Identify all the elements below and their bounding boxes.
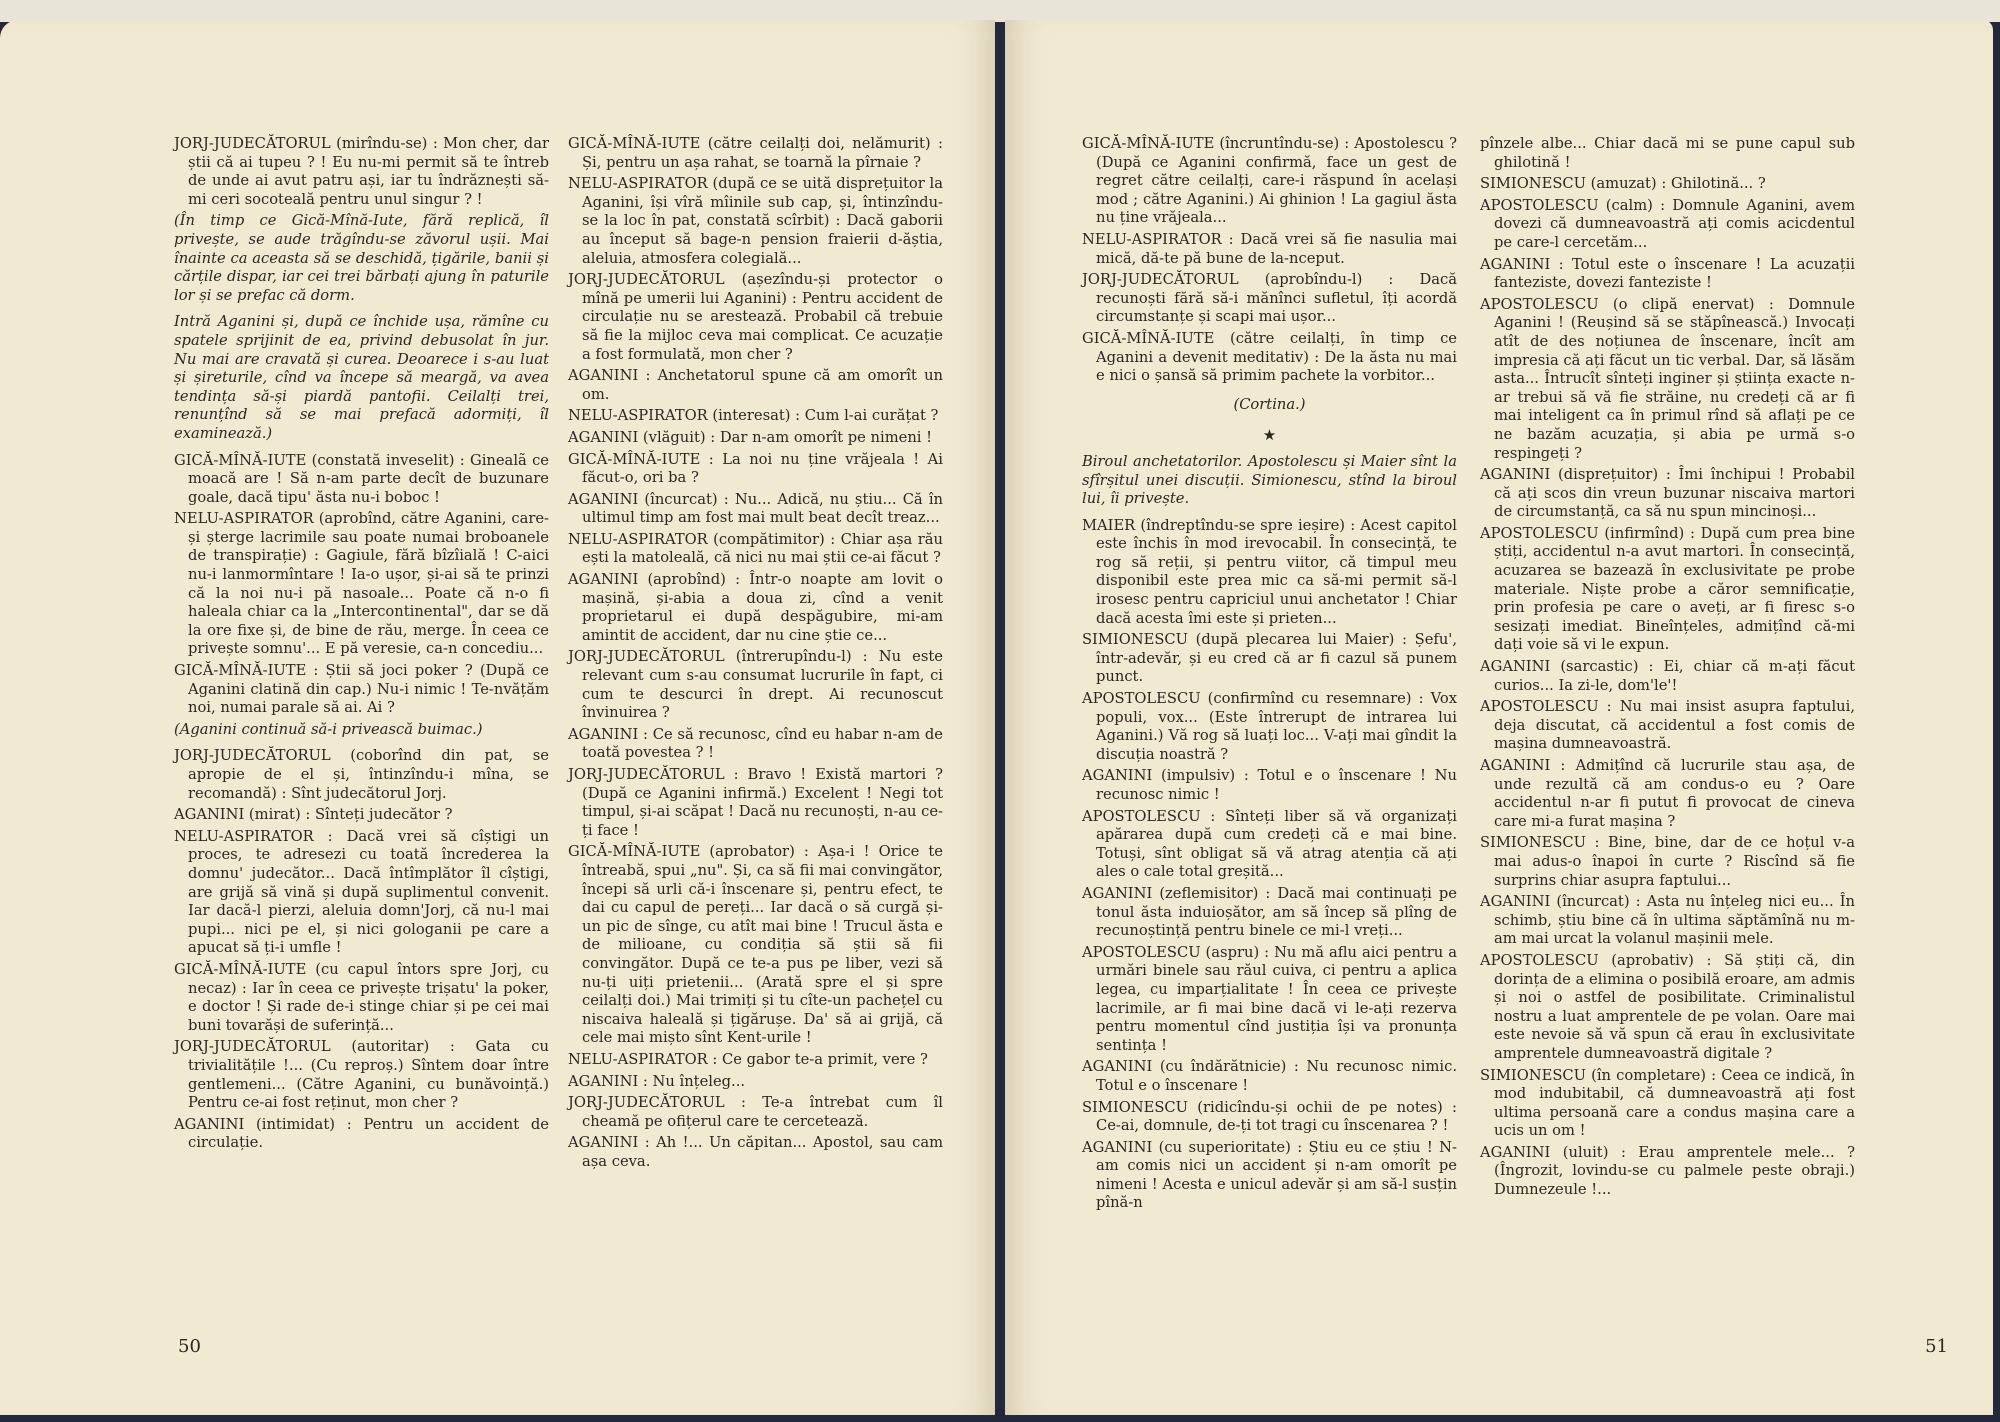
- dialogue-paragraph: AGANINI (încurcat) : Asta nu înțeleg nici eu... În schimb, știu bine că în ultima săptămînă nu m-am mai urcat la volanul mașinii mele.: [1480, 893, 1855, 948]
- page-number-left: 50: [178, 1336, 201, 1357]
- dialogue-paragraph: GICĂ-MÎNĂ-IUTE (constată inveselit) : Ginealã ce moacă are ! Să n-am parte decît de buzunare goale, dacă tipu' ăsta nu-i boboc !: [174, 451, 549, 506]
- dialogue-paragraph: APOSTOLESCU : Nu mai insist asupra faptului, deja discutat, că accidentul a fost comis de mașina dumneavoastră.: [1480, 698, 1855, 753]
- dialogue-paragraph: APOSTOLESCU (o clipă enervat) : Domnule Aganini ! (Reușind să se stăpînească.) Invocați atît de des noțiunea de înscenare, încît am impresia că ați făcut un tic verbal. Dar, să lăsăm asta... Întrucît sînteți inginer și știința exacte n-ar trebui să vă fie străine, nu credeți că ar fi mai inteligent ca în primul rînd să aflați pe ce ne bazăm acuzația, și abia pe urmă s-o respingeți ?: [1480, 295, 1855, 462]
- column-4: [1480, 135, 1855, 1203]
- dialogue-paragraph: AGANINI : Admițînd că lucrurile stau așa, de unde rezultă că am condus-o eu ? Oare accidentul n-ar fi putut fi provocat de cineva care mi-a furat mașina ?: [1480, 757, 1855, 830]
- dialogue-paragraph: AGANINI (vlăguit) : Dar n-am omorît pe nimeni !: [568, 428, 933, 446]
- dialogue-paragraph: AGANINI : Totul este o înscenare ! La acuzații fanteziste, dovezi fanteziste !: [1480, 255, 1855, 292]
- dialogue-paragraph: NELU-ASPIRATOR (interesat) : Cum l-ai curățat ?: [568, 407, 939, 425]
- dialogue-paragraph: NELU-ASPIRATOR : Ce gabor te-a primit, vere ?: [568, 1050, 928, 1068]
- dialogue-paragraph: AGANINI (cu îndărătnicie) : Nu recunosc nimic. Totul e o înscenare !: [1082, 1058, 1457, 1094]
- dialogue-paragraph: JORJ-JUDECĂTORUL (coborînd din pat, se apropie de el și, întinzîndu-i mîna, se recomandă) : Sînt judecătorul Jorj.: [174, 747, 549, 802]
- dialogue-paragraph: GICĂ-MÎNĂ-IUTE : Știi să joci poker ? (După ce Aganini clatină din cap.) Nu-i nimic ! Te-nvățăm noi, numai parale să ai. Ai ?: [174, 662, 549, 717]
- dialogue-paragraph: SIMIONESCU : Bine, bine, dar de ce hoțul v-a mai adus-o înapoi în curte ? Riscînd să fie surprins chiar asupra faptului...: [1480, 834, 1855, 889]
- dialogue-paragraph: AGANINI (disprețuitor) : Îmi închipui ! Probabil că ați scos din vreun buzunar niscaiva martori de circumstanță, ca să nu spun mincinoși...: [1480, 466, 1855, 521]
- dialogue-paragraph: NELU-ASPIRATOR : Dacă vrei să fie nasulia mai mică, dă-te pă bune de la-nceput.: [1082, 230, 1457, 267]
- dialogue-paragraph: APOSTOLESCU : Sînteți liber să vă organizați apărarea după cum credeți că e mai bine. Totuși, sînt obligat să vă atrag atenția că ați ales o cale total greșită...: [1082, 807, 1457, 881]
- dialogue-paragraph: pînzele albe... Chiar dacă mi se pune capul sub ghilotină !: [1480, 135, 1855, 171]
- dialogue-paragraph: AGANINI (încurcat) : Nu... Adică, nu știu... Că în ultimul timp am fost mai mult beat decît treaz...: [568, 490, 943, 527]
- dialogue-paragraph: JORJ-JUDECĂTORUL : Te-a întrebat cum îl cheamă pe ofițerul care te cercetează.: [568, 1094, 943, 1130]
- dialogue-paragraph: JORJ-JUDECĂTORUL (întrerupîndu-l) : Nu este relevant cum s-au consumat lucrurile în fapt, ci cum te descurci în drept. Ai recunoscut învinuirea ?: [568, 648, 943, 722]
- top-edge: [0, 0, 2000, 22]
- dialogue-paragraph: NELU-ASPIRATOR (după ce se uită disprețuitor la Aganini, își vîră mîinile sub cap, și, întinzîndu-se la loc în pat, constată scîrbit) : Dacă gaborii au început să bage-n pension fraierii d-ăștia, aleluia, atmosfera colegială...: [568, 175, 943, 267]
- dialogue-paragraph: APOSTOLESCU (confirmînd cu resemnare) : Vox populi, vox... (Este întrerupt de intrarea lui Aganini.) Vă rog să luați loc... V-ați mai gîndit la discuția noastră ?: [1082, 690, 1457, 763]
- dialogue-paragraph: AGANINI : Ah !... Un căpitan... Apostol, sau cam așa ceva.: [568, 1134, 943, 1170]
- stage-direction: (În timp ce Gică-Mînă-Iute, fără replică, îl privește, se aude trăgîndu-se zăvorul ușii. Mai înainte ca aceasta să se deschidă, țigările, banii și cărțile dispar, iar cei trei bărbați ajung în paturile lor și se prefac că dorm.: [174, 212, 549, 304]
- dialogue-paragraph: AGANINI : Anchetatorul spune că am omorît un om.: [568, 367, 943, 403]
- dialogue-paragraph: JORJ-JUDECĂTORUL (mirîndu-se) : Mon cher, dar știi că ai tupeu ? ! Eu nu-mi permit să te întreb de unde ai avut patru ași, iar tu îndrăznești să-mi ceri socoteală pentru unul singur ? !: [174, 135, 549, 208]
- dialogue-paragraph: JORJ-JUDECĂTORUL (aprobîndu-l) : Dacă recunoști fără să-i mănînci sufletul, îți acordă circumstanțe și scapi mai ușor...: [1082, 271, 1457, 326]
- dialogue-paragraph: AGANINI (uluit) : Erau amprentele mele... ? (Îngrozit, lovindu-se cu palmele peste obraji.) Dumnezeule !...: [1480, 1143, 1855, 1199]
- dialogue-paragraph: AGANINI (sarcastic) : Ei, chiar că m-ați făcut curios... Ia zi-le, dom'le'!: [1480, 658, 1855, 694]
- dialogue-paragraph: APOSTOLESCU (infirmînd) : După cum prea bine știți, accidentul n-a avut martori. În consecință, acuzarea se bazează în exclusivitate pe probe materiale. Niște probe a căror semnificație, prin profesia pe care o aveți, ar fi firesc s-o sesizați imediat. Bineînțeles, admițînd că-mi dați voie să vi le expun.: [1480, 524, 1855, 654]
- dialogue-paragraph: APOSTOLESCU (calm) : Domnule Aganini, avem dovezi că dumneavoastră ați comis acicdentul pe care-l cercetăm...: [1480, 196, 1855, 251]
- dialogue-paragraph: GICĂ-MÎNĂ-IUTE (cu capul întors spre Jorj, cu necaz) : Iar în ceea ce privește trișatu' la poker, e doctor ! Și rade de-i stinge chiar și pe cei mai buni tovarăși de suferință...: [174, 960, 549, 1034]
- dialogue-paragraph: AGANINI (zeflemisitor) : Dacă mai continuați pe tonul ăsta induioșător, am să încep să plîng de recunoștință pentru binele ce mi-l vreți...: [1082, 884, 1457, 940]
- dialogue-paragraph: SIMIONESCU (ridicîndu-și ochii de pe notes) : Ce-ai, domnule, de-ți tot tragi cu înscenarea ? !: [1082, 1098, 1457, 1135]
- dialogue-paragraph: SIMIONESCU (după plecarea lui Maier) : Șefu', într-adevăr, și eu cred că ar fi cazul să punem punct.: [1082, 631, 1457, 686]
- stage-direction: (Aganini continuă să-i privească buimac.): [174, 720, 483, 738]
- dialogue-paragraph: AGANINI (aprobînd) : Într-o noapte am lovit o mașină, și-abia a doua zi, cînd a venit proprietarul ei după despăgubire, mi-am amintit de accident, dar nu cine știe ce...: [568, 571, 943, 644]
- dialogue-paragraph: AGANINI (mirat) : Sînteți judecător ?: [174, 806, 453, 824]
- dialogue-paragraph: GICĂ-MÎNĂ-IUTE (către ceilalți doi, nelămurit) : Și, pentru un așa rahat, se toarnă la pîrnaie ?: [568, 135, 943, 171]
- dialogue-paragraph: MAIER (îndreptîndu-se spre ieșire) : Acest capitol este închis în mod irevocabil. În consecință, te rog să reții, și pentru viitor, că timpul meu disponibil este prea mic ca să-mi permit să-l irosesc pentru capriciul unui anchetator ! Chiar dacă acesta îmi este și prieten...: [1082, 516, 1457, 627]
- dialogue-paragraph: APOSTOLESCU (aprobativ) : Să știți că, din dorința de a elimina o posibilă eroare, am admis și noi o astfel de posibilitate. Criminalistul nostru a luat amprentele de pe volan. Oare mai este nevoie să vă spun că erau în exclusivitate amprentele dumneavoastră digitale ?: [1480, 951, 1855, 1062]
- text-line: (Cortina.): [1233, 395, 1306, 413]
- right-page: [1005, 20, 1993, 1415]
- dialogue-paragraph: SIMIONESCU (în completare) : Ceea ce indică, în mod indubitabil, că dumneavoastră ați fost ultima persoană care a condus mașina care a ucis un om !: [1480, 1066, 1855, 1140]
- stage-direction: Intră Aganini și, după ce închide ușa, rămîne cu spatele sprijinit de ea, privind debusolat în jur. Nu mai are cravată și curea. Deoarece i s-au luat și șireturile, cînd va începe să meargă, va avea tendința să-și piardă pantofii. Ceilalți trei, renunțînd să se mai prefacă adormiți, îl examinează.): [174, 313, 549, 442]
- dialogue-paragraph: GICĂ-MÎNĂ-IUTE : La noi nu ține vrăjeala ! Ai făcut-o, ori ba ?: [568, 450, 943, 487]
- dialogue-paragraph: GICĂ-MÎNĂ-IUTE (către ceilalți, în timp ce Aganini a devenit meditativ) : De la ăsta nu mai e nici o șansă să primim pachete la vorbitor...: [1082, 329, 1457, 385]
- dialogue-paragraph: AGANINI (cu superioritate) : Știu eu ce știu ! N-am comis nici un accident și n-am omorît pe nimeni ! Acesta e unicul adevăr și am să-l susțin pînă-n: [1082, 1138, 1457, 1212]
- dialogue-paragraph: AGANINI : Nu înțeleg...: [568, 1072, 746, 1090]
- dialogue-paragraph: AGANINI (intimidat) : Pentru un accident de circulație.: [174, 1115, 549, 1152]
- dialogue-paragraph: SIMIONESCU (amuzat) : Ghilotină... ?: [1480, 175, 1766, 193]
- dialogue-paragraph: GICĂ-MÎNĂ-IUTE (aprobator) : Așa-i ! Orice te întreabă, spui „nu". Și, ca să fii mai convingător, începi să urli că-i înscenare și, pentru efect, te dai cu capul de pereți... Iar dacă o să curgă și-un pic de sînge, cu atît mai bine ! Trucul ăsta e de milioane, cu condiția să știi să fii convingător. După ce te-a pus pe liber, vezi să nu-ți uiți prietenii... (Arată spre el și spre ceilalți doi.) Mai trimiți și tu cîte-un pachețel cu niscaiva haleală și țigărușe. Da' să ai grijă, că cele mai mișto sînt Kent-urile !: [568, 843, 943, 1047]
- column-1: [174, 135, 549, 1156]
- dialogue-paragraph: JORJ-JUDECĂTORUL (autoritar) : Gata cu trivialitățile !... (Cu reproș.) Sîntem doar între gentlemeni... (Către Aganini, cu bunăvoință.) Pentru ce-ai fost reținut, mon cher ?: [174, 1038, 549, 1112]
- dialogue-paragraph: AGANINI : Ce să recunosc, cînd eu habar n-am de toată povestea ? !: [568, 725, 943, 762]
- dialogue-paragraph: NELU-ASPIRATOR (aprobînd, către Aganini, care-și șterge lacrimile sau poate numai broboanele de transpirație) : Gagiule, fără bîzîială ! C-aici nu-i lanmormîntare ! Ia-o ușor, și-ai să te prinzi că la noi nu-i pă nasoale... Poate că n-o fi haleala chiar ca la „Intercontinental", dar se dă la ore fixe și, de bine de rău, merge. În ceea ce privește somnu'... E pă veresie, ca-n concediu...: [174, 510, 549, 658]
- dialogue-paragraph: NELU-ASPIRATOR : Dacă vrei să cîștigi un proces, te adresezi cu toată încrederea la domnu' judecător... Dacă întîmplător îl cîștigi, are grijă să vină și după suplimentul convenit. Iar dacă-l pierzi, aleluia domn'Jorj, că nu-l mai pupi... nici pe el, și nici gologanii pe care a apucat să ți-i umfle !: [174, 827, 549, 957]
- dialogue-paragraph: NELU-ASPIRATOR (compătimitor) : Chiar așa rău ești la matoleală, că nici nu mai știi ce-ai făcut ?: [568, 530, 943, 567]
- left-page: [0, 20, 995, 1415]
- column-2: [568, 135, 943, 1174]
- text-line: ★: [1262, 426, 1277, 445]
- column-3: [1082, 135, 1457, 1216]
- page-number-right: 51: [1925, 1336, 1948, 1357]
- dialogue-paragraph: JORJ-JUDECĂTORUL : Bravo ! Există martori ? (După ce Aganini infirmă.) Excelent ! Negi tot timpul, și-ai scăpat ! Dacă nu recunoști, n-au ce-ți face !: [568, 766, 943, 839]
- dialogue-paragraph: GICĂ-MÎNĂ-IUTE (încruntîndu-se) : Apostolescu ? (După ce Aganini confirmă, face un gest de regret către ceilalți, care-i răspund în același mod ; către Aganini.) Ai ghinion ! La gagiul ăsta nu ține vrăjeala...: [1082, 135, 1457, 227]
- dialogue-paragraph: APOSTOLESCU (aspru) : Nu mă aflu aici pentru a urmări binele sau răul cuiva, ci pentru a aplica legea, cu imparțialitate ! În ceea ce privește lacrimile, ar fi mai bine dacă vi le-ați rezerva pentru momentul cînd justiția își va pronunța sentința !: [1082, 943, 1457, 1054]
- dialogue-paragraph: AGANINI (impulsiv) : Totul e o înscenare ! Nu recunosc nimic !: [1082, 767, 1457, 803]
- stage-direction: Biroul anchetatorilor. Apostolescu și Maier sînt la sfîrșitul unei discuții. Simionescu, stînd la biroul lui, îi privește.: [1082, 452, 1457, 508]
- dialogue-paragraph: JORJ-JUDECĂTORUL (așezîndu-și protector o mînă pe umerii lui Aganini) : Pentru accident de circulație nu se arestează. Probabil că trebuie să fie la mijloc ceva mai complicat. Ce acuzație a fost formulată, mon cher ?: [568, 271, 943, 363]
